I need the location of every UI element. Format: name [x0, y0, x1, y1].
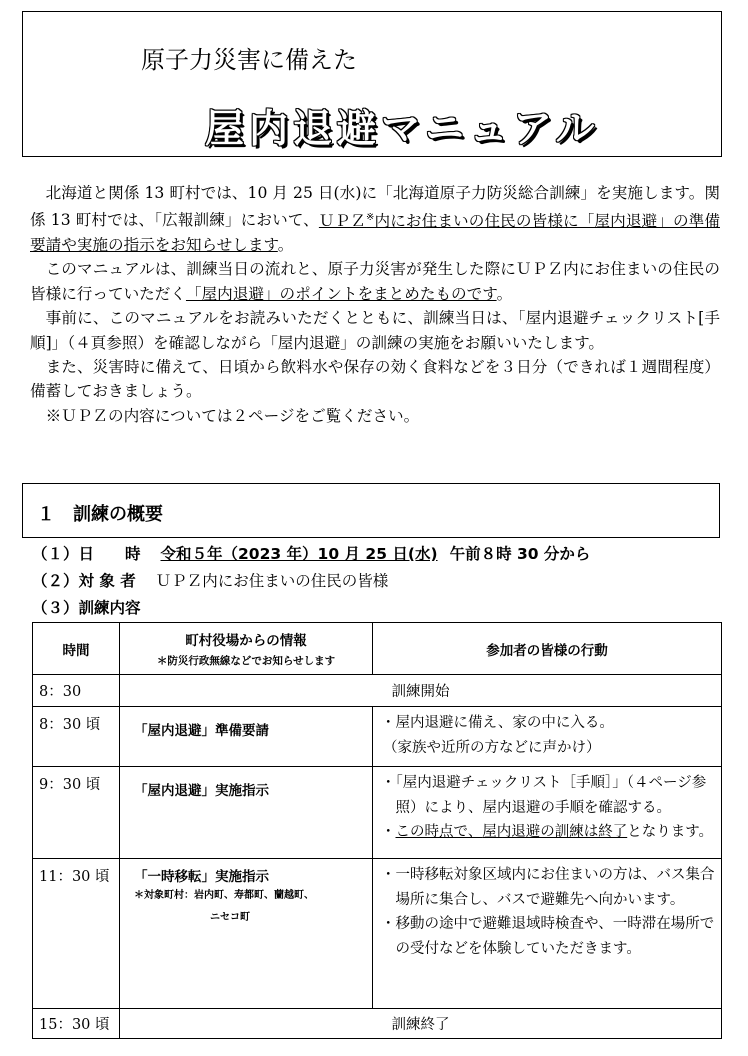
action-underline-1: この時点で、: [395, 824, 483, 840]
row-action: [373, 707, 722, 767]
detail-time-value: 午前８時 30 分から: [449, 545, 591, 563]
row-time: 8：30 頃: [33, 707, 120, 767]
detail-content-row: [32, 596, 141, 618]
action-item-end: となります。: [627, 824, 714, 840]
row-info: [120, 767, 373, 859]
row-action: [373, 859, 722, 1009]
row-action: [373, 767, 722, 859]
detail-target-value: ＵＰＺ内にお住まいの住民の皆様: [155, 572, 389, 590]
header-action: 参加者の皆様の行動: [373, 623, 722, 675]
intro-p1-text: 北海道と関係 13 町村では、10 月 25 日(水)に「北海道原子力防災総合訓練」を実施します。関係 13 町村では、「広報訓練」において、: [30, 184, 720, 230]
row-info-text: 「一時移転」実施指示: [134, 869, 269, 885]
detail-date-label: （１）日 時: [32, 545, 141, 563]
intro-p1-underlined-text: 内にお住まいの住民の皆様に「屋内退避」の準備要請や実施の指示をお知らせします: [30, 211, 720, 254]
section-title: １ 訓練の概要: [37, 504, 163, 525]
header-info-label: 町村役場からの情報: [185, 633, 307, 649]
schedule-table: [32, 622, 722, 1039]
header-info-sub: ＊防災行政無線などでお知らせします: [156, 655, 336, 667]
detail-target-row: [32, 569, 388, 591]
intro-p1-end: 。: [277, 236, 294, 254]
row-time: 9：30 頃: [33, 767, 120, 859]
table-header-row: [33, 623, 722, 675]
upz-footnote-mark: ※: [366, 211, 375, 223]
header-time: 時間: [33, 623, 120, 675]
detail-content-label: （３）訓練内容: [32, 599, 141, 617]
document-subtitle: 原子力災害に備えた: [141, 46, 357, 74]
intro-p2-end: 。: [496, 284, 513, 303]
intro-paragraph-1: [30, 181, 720, 257]
table-row: [33, 1009, 722, 1039]
row-info: [120, 859, 373, 1009]
intro-paragraph-3: 事前に、このマニュアルをお読みいただくとともに、訓練当日は、「屋内退避チェックリスト[手順]」（４頁参照）を確認しながら「屋内退避」の訓練の実施をお願いいたします。: [30, 309, 720, 352]
table-row: [33, 859, 722, 1009]
action-item: [381, 820, 715, 845]
detail-date-value: 令和５年（2023 年）10 月 25 日(水): [160, 545, 438, 563]
intro-paragraph-4: また、災害時に備えて、日頃から飲料水や保存の効く食料などを３日分（できれば１週間程度）備蓄しておきましょう。: [30, 358, 720, 401]
row-event: 訓練開始: [120, 675, 722, 707]
detail-date-row: [32, 542, 590, 564]
row-info-subtext: ＊対象町村：岩内町、寿都町、蘭越町、: [134, 890, 314, 901]
row-time: 8：30: [33, 675, 120, 707]
intro-p2-underline: 「屋内退避」のポイントをまとめたものです: [185, 284, 497, 303]
table-row: [33, 767, 722, 859]
title-box: [22, 11, 722, 157]
detail-target-label: （２）対 象 者: [32, 572, 136, 590]
row-time: 15：30 頃: [33, 1009, 120, 1039]
header-info: [120, 623, 373, 675]
action-item: ・一時移転対象区域内にお住まいの方は、バス集合場所に集合し、バスで避難先へ向かいます。: [381, 867, 715, 908]
bullet: ・: [381, 824, 396, 840]
row-time: 11：30 頃: [33, 859, 120, 1009]
upz-term: ＵＰＺ: [318, 211, 367, 230]
document-title: 屋内退避マニュアル: [205, 107, 600, 152]
table-row: [33, 675, 722, 707]
intro-paragraph-2: [30, 257, 720, 306]
action-item: ・移動の途中で避難退域時検査や、一時滞在場所での受付などを体験していただきます。: [381, 916, 715, 957]
intro-text: [30, 181, 720, 428]
action-underline-2: 屋内退避の訓練は終了: [482, 824, 628, 840]
action-item: ・「屋内退避チェックリスト［手順］」（４ページ参照）により、屋内退避の手順を確認する。: [381, 775, 707, 816]
row-info: [120, 707, 373, 767]
section-heading-box: [22, 483, 720, 538]
row-event: 訓練終了: [120, 1009, 722, 1039]
row-info-text: 「屋内退避」準備要請: [134, 723, 269, 739]
intro-p2-text: このマニュアルは、訓練当日の流れと、原子力災害が発生した際にＵＰＺ内にお住まいの住民の皆様に行っていただく: [30, 260, 720, 303]
row-info-subtext: ニセコ町: [210, 912, 250, 923]
action-item: ・屋内退避に備え、家の中に入る。: [381, 715, 614, 731]
upz-note: ※ＵＰＺの内容については２ページをご覧ください。: [45, 406, 420, 425]
row-info-text: 「屋内退避」実施指示: [134, 783, 269, 799]
table-row: [33, 707, 722, 767]
action-item-note: （家族や近所の方などに声かけ）: [383, 739, 601, 756]
